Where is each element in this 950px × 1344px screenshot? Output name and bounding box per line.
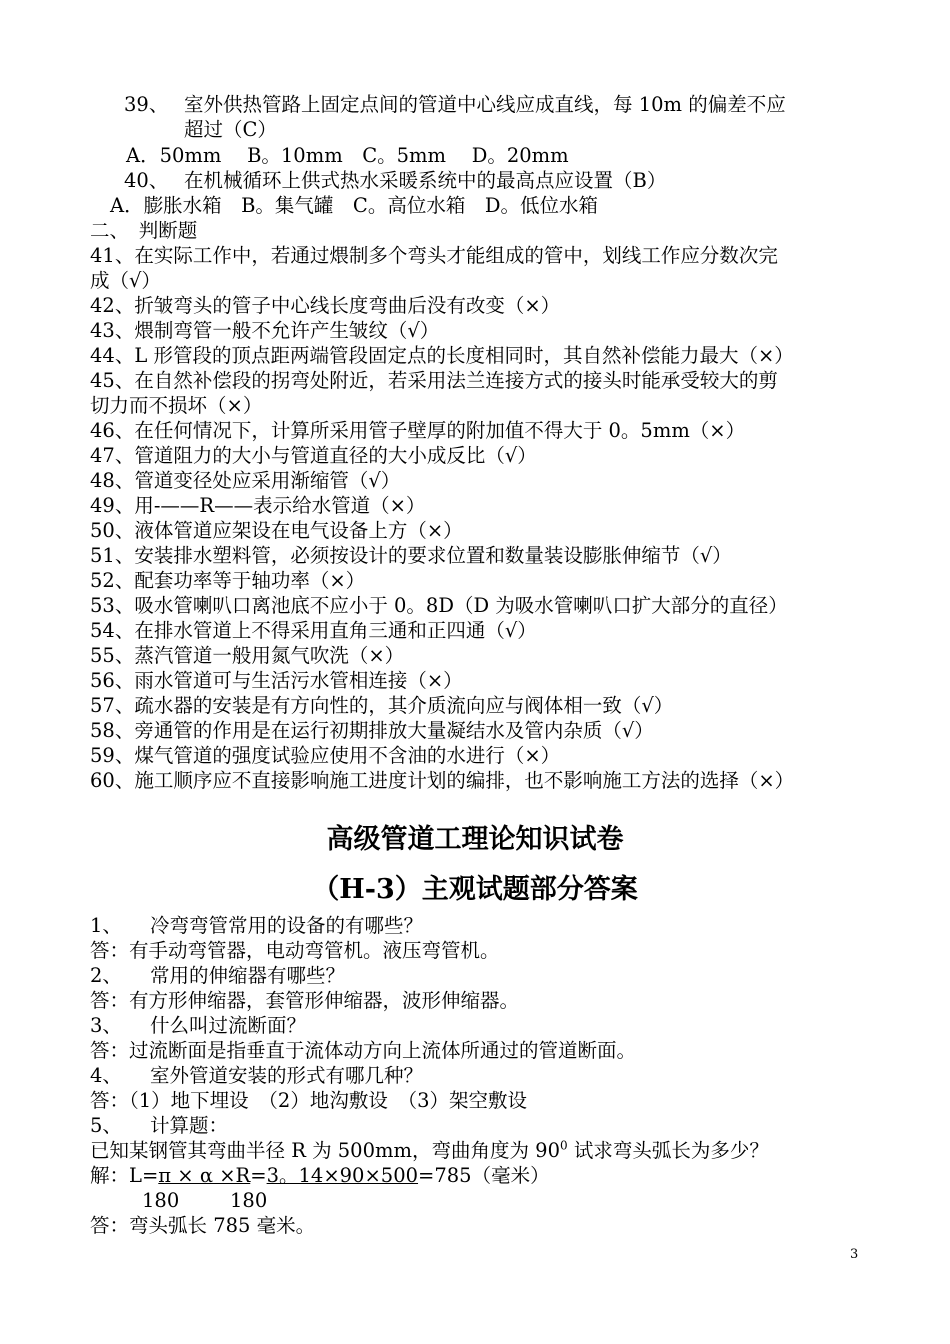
question-number: 40、 [124,169,169,192]
tf-line: 49、用-——R——表示给水管道（×） [90,494,426,517]
tf-line: 60、施工顺序应不直接影响施工进度计划的编排，也不影响施工方法的选择（×） [90,769,795,792]
tf-line: 58、旁通管的作用是在运行初期排放大量凝结水及管内杂质（√） [90,719,654,742]
tf-line: 47、管道阻力的大小与管道直径的大小成反比（√） [90,444,537,467]
tf-line: 48、管道变径处应采用渐缩管（√） [90,469,401,492]
denominator: 180 [142,1189,180,1212]
question-text: 冷弯弯管常用的设备的有哪些？ [150,914,424,937]
question-39 [124,92,786,117]
subjective-answer: 答：（1）地下埋设 （2）地沟敷设 （3）架空敷设 [90,1089,527,1112]
question-number: 5、 [90,1114,122,1137]
exam-title: 高级管道工理论知识试卷 [326,824,624,855]
denominator: 180 [230,1189,268,1212]
solution-result: =785（毫米） [418,1164,550,1187]
tf-line: 53、吸水管喇叭口离池底不应小于 0。8D（D 为吸水管喇叭口扩大部分的直径） [90,594,788,617]
question-40-options: A．膨胀水箱 B。集气罐 C。高位水箱 D。低位水箱 [110,194,598,217]
tf-line: 51、安装排水塑料管，必须按设计的要求位置和数量装设膨胀伸缩节（√） [90,544,732,567]
subjective-answer: 答：有方形伸缩器，套管形伸缩器，波形伸缩器。 [90,989,520,1012]
question-number: 39、 [124,93,169,116]
subjective-question [90,913,423,938]
final-answer: 答：弯头弧长 785 毫米。 [90,1214,316,1237]
tf-line: 54、在排水管道上不得采用直角三通和正四通（√） [90,619,537,642]
tf-line: 切力而不损坏（×） [90,394,263,417]
calculation-problem [90,1138,769,1163]
question-number: 2、 [90,964,122,987]
question-text: 室外管道安装的形式有哪几种？ [150,1064,424,1087]
tf-line: 46、在任何情况下，计算所采用管子壁厚的附加值不得大于 0。5mm（×） [90,419,746,442]
equals-sign: = [250,1164,267,1187]
tf-line: 44、L 形管段的顶点距两端管段固定点的长度相同时，其自然补偿能力最大（×） [90,344,794,367]
tf-line: 成（√） [90,269,161,292]
tf-line: 42、折皱弯头的管子中心线长度弯曲后没有改变（×） [90,294,561,317]
question-text: 什么叫过流断面？ [150,1014,307,1037]
degree-superscript: 0 [560,1138,568,1153]
tf-line: 45、在自然补偿段的拐弯处附近，若采用法兰连接方式的接头时能承受较大的剪 [90,369,778,392]
solution-formula [90,1163,550,1188]
question-39-options: A．50mm B。10mm C。5mm D。20mm [126,144,569,167]
numerator-values: 3。14×90×500 [266,1164,419,1187]
section-heading: 二、 判断题 [90,219,198,242]
tf-line: 41、在实际工作中，若通过煨制多个弯头才能组成的管中，划线工作应分数次完 [90,244,778,267]
question-text: 常用的伸缩器有哪些？ [150,964,346,987]
problem-text: 试求弯头弧长为多少？ [567,1139,769,1162]
subjective-question [90,1063,423,1088]
subjective-answer: 答：过流断面是指垂直于流体动方向上流体所通过的管道断面。 [90,1039,637,1062]
tf-line: 52、配套功率等于轴功率（×） [90,569,366,592]
solution-prefix: 解：L= [90,1164,159,1187]
subjective-question [90,1013,306,1038]
tf-line: 55、蒸汽管道一般用氮气吹洗（×） [90,644,405,667]
tf-line: 56、雨水管道可与生活污水管相连接（×） [90,669,463,692]
subjective-question [90,963,345,988]
tf-line: 43、煨制弯管一般不允许产生皱纹（√） [90,319,440,342]
page-number: 3 [850,1247,859,1262]
question-text: 计算题： [150,1114,229,1137]
question-number: 1、 [90,914,122,937]
numerator-formula: π × α ×R [158,1164,251,1187]
question-text: 室外供热管路上固定点间的管道中心线应成直线，每 10m 的偏差不应 [184,93,786,116]
question-number: 3、 [90,1014,122,1037]
tf-line: 50、液体管道应架设在电气设备上方（×） [90,519,463,542]
problem-text: 已知某钢管其弯曲半径 R 为 500mm，弯曲角度为 90 [90,1139,560,1162]
subjective-question [90,1113,228,1138]
subjective-answer: 答：有手动弯管器，电动弯管机。液压弯管机。 [90,939,500,962]
exam-subtitle: （H-3）主观试题部分答案 [312,874,638,905]
question-39-continued: 超过（C） [184,118,277,141]
question-number: 4、 [90,1064,122,1087]
question-text: 在机械循环上供式热水采暖系统中的最高点应设置（B） [184,169,667,192]
tf-line: 59、煤气管道的强度试验应使用不含油的水进行（×） [90,744,561,767]
tf-line: 57、疏水器的安装是有方向性的，其介质流向应与阀体相一致（√） [90,694,674,717]
question-40 [124,168,666,193]
